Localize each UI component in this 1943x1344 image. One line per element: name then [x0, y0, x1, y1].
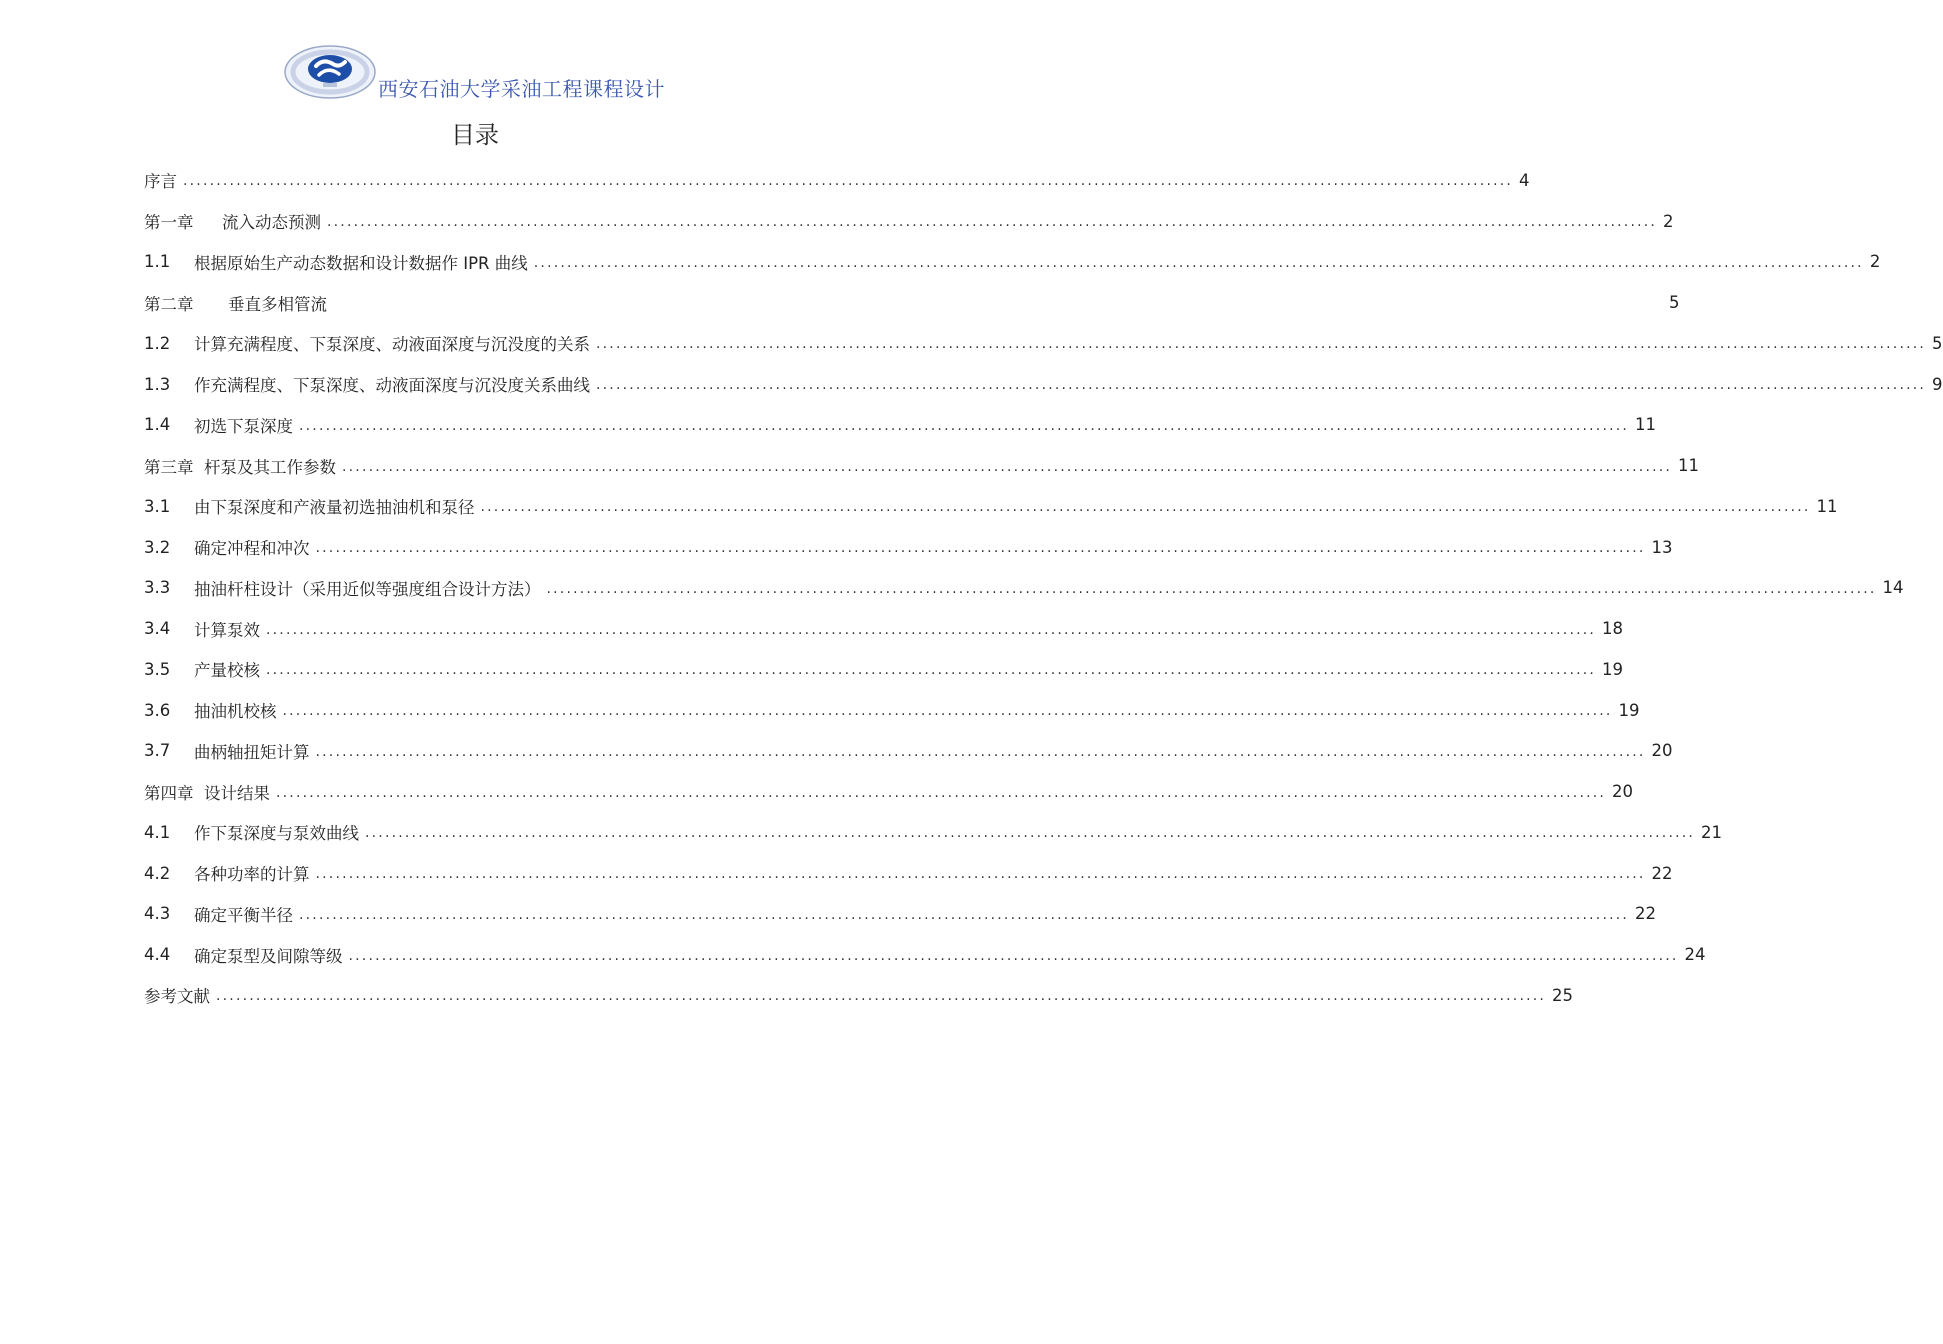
toc-entry-label: 序言 [144, 172, 177, 192]
toc-entry[interactable] [144, 975, 1574, 1016]
toc-entry-number: 4.2 [144, 863, 171, 883]
toc-entry-label: 流入动态预测 [222, 213, 321, 233]
toc-entry-page: 4 [1519, 170, 1530, 190]
toc-entry-number: 4.3 [144, 904, 171, 924]
toc-entry-number: 1.4 [144, 415, 171, 435]
toc-entry[interactable] [144, 934, 1706, 975]
toc-entry-page: 11 [1635, 415, 1657, 435]
toc-entry-number: 3.3 [144, 578, 171, 598]
toc-entry-label: 确定泵型及间隙等级 [194, 946, 343, 966]
toc-dot-leader: ........................................................................................................................................................................................................ [315, 540, 1646, 557]
toc-entry-page: 5 [1932, 333, 1943, 353]
toc-entry-label: 确定冲程和冲次 [194, 539, 310, 559]
toc-entry-label: 计算充满程度、下泵深度、动液面深度与沉没度的关系 [194, 335, 590, 355]
toc-entry-number: 第一章 [144, 213, 194, 233]
toc-entry-label: 抽油杆柱设计（采用近似等强度组合设计方法） [194, 579, 541, 599]
header-title: 西安石油大学采油工程课程设计 [378, 77, 665, 101]
toc-entry-label: 由下泵深度和产液量初选抽油机和泵径 [194, 498, 475, 518]
toc-entry-page: 18 [1602, 619, 1624, 639]
toc-entry[interactable] [144, 282, 1680, 323]
toc-entry-number: 3.5 [144, 659, 171, 679]
toc-dot-leader: ........................................................................................................................................................................................................ [299, 906, 1630, 923]
toc-entry[interactable] [144, 486, 1838, 527]
toc-dot-leader: ........................................................................................................................................................................................................ [299, 417, 1630, 434]
toc-entry[interactable] [144, 527, 1673, 568]
toc-dot-leader: ........................................................................................................................................................................................................ [533, 254, 1864, 271]
toc-entry-number: 3.1 [144, 496, 171, 516]
toc-dot-leader: ........................................................................................................................................................................................................ [276, 784, 1607, 801]
toc-dot-leader: ........................................................................................................................................................................................................ [183, 173, 1514, 190]
toc-dot-leader: ........................................................................................................................................................................................................ [480, 499, 1811, 516]
toc-entry-number: 第二章 [144, 294, 194, 314]
toc-dot-leader: ........................................................................................................................................................................................................ [365, 825, 1696, 842]
toc-entry-label: 参考文献 [144, 987, 210, 1007]
toc-entry-page: 24 [1684, 945, 1706, 965]
toc-entry-label: 抽油机校核 [194, 702, 277, 722]
toc-title: 目录 [451, 121, 499, 149]
toc-entry[interactable] [144, 242, 1881, 283]
toc-entry[interactable] [144, 323, 1943, 364]
toc-entry-page: 20 [1612, 782, 1634, 802]
toc-entry-page: 13 [1651, 537, 1673, 557]
toc-entry-page: 9 [1932, 374, 1943, 394]
toc-entry-number: 第四章 [144, 783, 194, 803]
toc-dot-leader: ........................................................................................................................................................................................................ [546, 580, 1877, 597]
toc-entry[interactable] [144, 690, 1640, 731]
toc-dot-leader: ........................................................................................................................................................................................................ [596, 336, 1927, 353]
toc-entry-label: 作充满程度、下泵深度、动液面深度与沉没度关系曲线 [194, 376, 590, 396]
toc-entry-label: 计算泵效 [194, 620, 260, 640]
toc-entry-number: 4.4 [144, 945, 171, 965]
toc-dot-leader: ........................................................................................................................................................................................................ [315, 743, 1646, 760]
toc-dot-leader: ........................................................................................................................................................................................................ [327, 214, 1658, 231]
toc-entry[interactable] [144, 445, 1700, 486]
toc-entry-number: 1.2 [144, 333, 171, 353]
toc-entry-page: 11 [1816, 496, 1838, 516]
university-seal-icon [283, 44, 377, 100]
toc-dot-leader: ........................................................................................................................................................................................................ [596, 377, 1927, 394]
toc-entry-label: 垂直多相管流 [228, 294, 327, 314]
toc-entry[interactable] [144, 405, 1657, 446]
toc-entry-page: 22 [1635, 904, 1657, 924]
toc-entry-number: 4.1 [144, 822, 171, 842]
toc-entry-number: 3.4 [144, 619, 171, 639]
toc-entry-number: 3.6 [144, 700, 171, 720]
toc-entry-page: 5 [1669, 293, 1680, 313]
toc-entry-number: 1.3 [144, 374, 171, 394]
toc-entry[interactable] [144, 364, 1943, 405]
toc-dot-leader: ........................................................................................................................................................................................................ [282, 703, 1613, 720]
toc-dot-leader: ........................................................................................................................................................................................................ [348, 947, 1679, 964]
toc-entry-page: 25 [1552, 985, 1574, 1005]
toc-entry[interactable] [144, 894, 1657, 935]
toc-entry-label: 曲柄轴扭矩计算 [194, 742, 310, 762]
table-of-contents [144, 160, 1943, 1016]
toc-dot-leader: ........................................................................................................................................................................................................ [266, 621, 1597, 638]
toc-entry-label: 根据原始生产动态数据和设计数据作 IPR 曲线 [194, 253, 528, 273]
toc-entry-label: 产量校核 [194, 661, 260, 681]
toc-entry-page: 22 [1651, 863, 1673, 883]
toc-entry-page: 21 [1701, 822, 1723, 842]
toc-entry-page: 2 [1663, 211, 1674, 231]
toc-entry-label: 各种功率的计算 [194, 865, 310, 885]
toc-entry-number: 第三章 [144, 457, 194, 477]
toc-dot-leader: ........................................................................................................................................................................................................ [315, 866, 1646, 883]
toc-entry[interactable] [144, 771, 1634, 812]
toc-entry-label: 确定平衡半径 [194, 905, 293, 925]
toc-entry-number: 3.7 [144, 741, 171, 761]
toc-entry-page: 20 [1651, 741, 1673, 761]
toc-entry-label: 杆泵及其工作参数 [204, 457, 336, 477]
toc-dot-leader: ........................................................................................................................................................................................................ [216, 988, 1547, 1005]
toc-entry[interactable] [144, 649, 1624, 690]
toc-entry-page: 19 [1602, 659, 1624, 679]
toc-entry-label: 作下泵深度与泵效曲线 [194, 824, 359, 844]
toc-entry-page: 19 [1618, 700, 1640, 720]
toc-entry[interactable] [144, 201, 1674, 242]
toc-entry-label: 设计结果 [204, 783, 270, 803]
toc-dot-leader: ........................................................................................................................................................................................................ [342, 458, 1673, 475]
toc-entry[interactable] [144, 568, 1904, 609]
toc-entry-number: 1.1 [144, 252, 171, 272]
toc-entry[interactable] [144, 853, 1673, 894]
toc-entry-page: 11 [1678, 456, 1700, 476]
toc-entry[interactable] [144, 608, 1624, 649]
toc-entry-label: 初选下泵深度 [194, 416, 293, 436]
toc-entry-number: 3.2 [144, 537, 171, 557]
toc-entry-page: 14 [1882, 578, 1904, 598]
toc-dot-leader: ........................................................................................................................................................................................................ [266, 662, 1597, 679]
toc-entry[interactable] [144, 812, 1723, 853]
toc-entry-page: 2 [1869, 252, 1881, 272]
toc-entry[interactable] [144, 731, 1673, 772]
toc-entry[interactable] [144, 160, 1530, 201]
